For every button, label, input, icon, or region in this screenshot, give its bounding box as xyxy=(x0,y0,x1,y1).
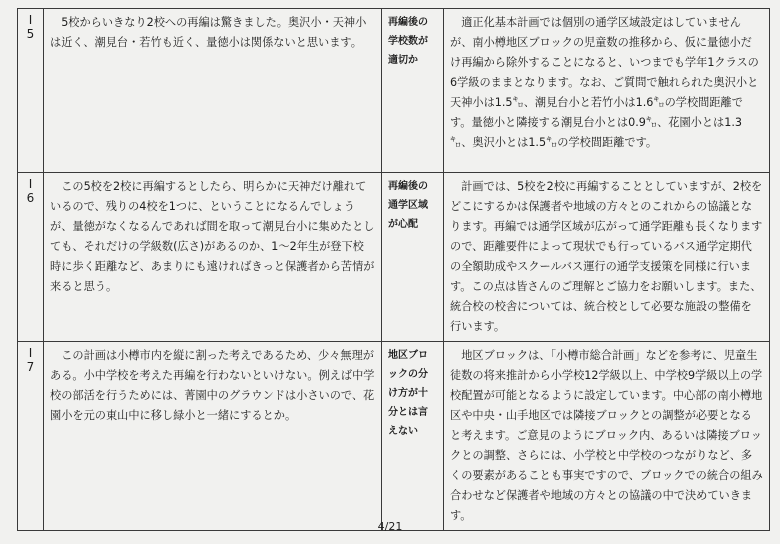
question-text: この5校を2校に再編するとしたら、明らかに天神だけ離れているので、残りの4校を1つに、ということになるんでしょうが、量徳がなくなるんであれば間を取って潮見台小に集めたとしても、それだけの学級数(広さ)があるのか、1～2年生が登下校時に歩く距離など、あまりにも遠ければきっと保護者から苦情が来ると思う。 xyxy=(44,173,382,342)
table-row xyxy=(18,342,770,531)
item-id: I 6 xyxy=(18,173,44,342)
item-id: I 5 xyxy=(18,9,44,173)
category-label: 地区ブロックの分け方が十分とは言えない xyxy=(382,342,444,531)
table-row xyxy=(18,9,770,173)
item-id: I 7 xyxy=(18,342,44,531)
category-label: 再編後の通学区域が心配 xyxy=(382,173,444,342)
category-label: 再編後の学校数が適切か xyxy=(382,9,444,173)
table-row xyxy=(18,173,770,342)
answer-text: 地区ブロックは、「小樽市総合計画」などを参考に、児童生徒数の将来推計から小学校12学級以上、中学校9学級以上の学校配置が可能となるように設定しています。中心部の南小樽地区や中央・山手地区では隣接ブロックとの調整が必要となると考えます。ご意見のようにブロック内、あるいは隣接ブロックとの調整、さらには、小学校と中学校のつながりなど、多くの要素があることも事実ですので、ブロックでの統合の組み合わせなど保護者や地域の方々との協議の中で決めていきます。 xyxy=(444,342,770,531)
answer-text: 計画では、5校を2校に再編することとしていますが、2校をどこにするかは保護者や地域の方々とのこれからの協議となります。再編では通学区域が広がって通学距離も長くなりますので、距離要件によって現状でも行っているバス通学定期代の全額助成やスクールバス運行の通学支援策を同様に行います。この点は皆さんのご理解とご協力をお願いします。また、統合校の校舎については、統合校として必要な施設の整備を行います。 xyxy=(444,173,770,342)
qa-table xyxy=(17,8,770,531)
question-text: 5校からいきなり2校への再編は驚きました。奥沢小・天神小は近く、潮見台・若竹も近く、量徳小は関係ないと思います。 xyxy=(44,9,382,173)
question-text: この計画は小樽市内を縦に割った考えであるため、少々無理がある。小中学校を考えた再編を行わないといけない。例えば中学校の部活を行うためには、菁園中のグラウンドは小さいので、花園小を元の東山中に移し緑小と一緒にするとか。 xyxy=(44,342,382,531)
page-number: 4/21 xyxy=(377,520,403,533)
answer-text: 適正化基本計画では個別の通学区域設定はしていませんが、南小樽地区ブロックの児童数の推移から、仮に量徳小だけ再編から除外することになると、いつまでも学年1クラスの6学級のままとなります。なお、ご質問で触れられた奥沢小と天神小は1.5㌔、潮見台小と若竹小は1.6㌔の学校間距離です。量徳小と隣接する潮見台小とは0.9㌔、花園小とは1.3㌔、奥沢小とは1.5㌔の学校間距離です。 xyxy=(444,9,770,173)
